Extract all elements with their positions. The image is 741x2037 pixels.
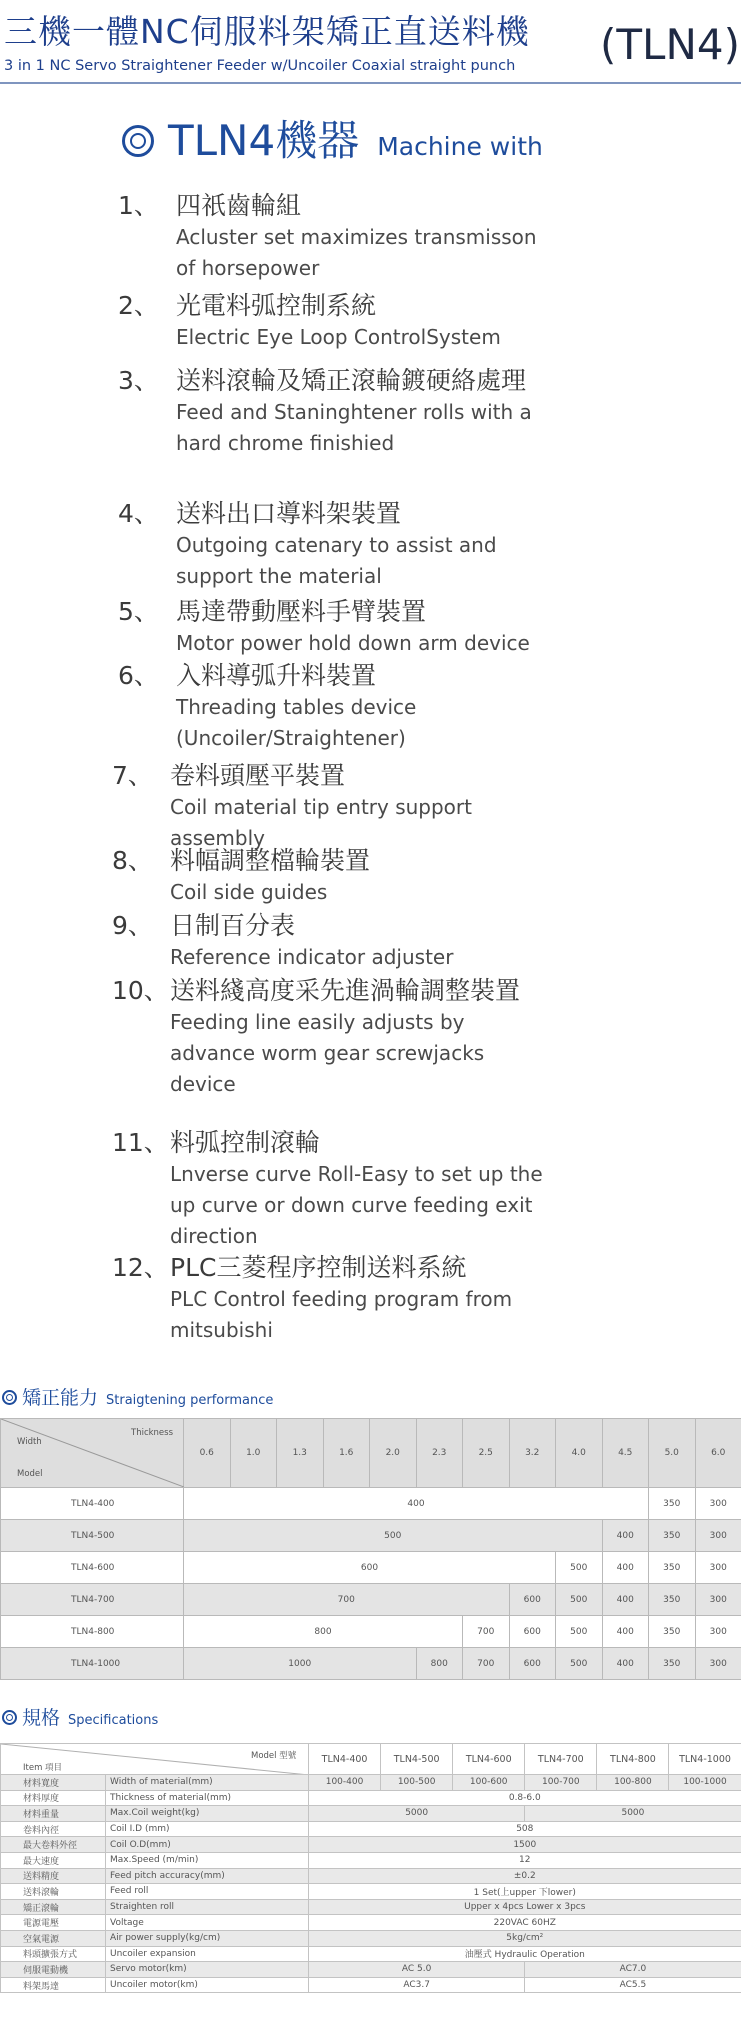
table-corner-cell <box>1 1419 184 1488</box>
width-value-cell: 350 <box>649 1552 696 1584</box>
thickness-header: 0.6 <box>184 1419 231 1488</box>
feature-title <box>112 1127 552 1159</box>
width-value-cell: 300 <box>695 1648 741 1680</box>
spec-value-cell: AC5.5 <box>525 1977 741 1993</box>
spec-value-cell: AC 5.0 <box>309 1962 525 1978</box>
feature-number: 4、 <box>118 499 159 528</box>
width-value-cell: 500 <box>556 1552 603 1584</box>
model-header: TLN4-400 <box>309 1744 381 1775</box>
spec-item-zh: 料架馬達 <box>1 1977 106 1993</box>
feature-number: 9、 <box>112 911 153 940</box>
spec-item-zh: 最大速度 <box>1 1852 106 1868</box>
spec-item-en: Uncoiler expansion <box>106 1946 309 1962</box>
feature-description-en: Reference indicator adjuster <box>170 945 454 969</box>
features-title <box>122 108 543 168</box>
thickness-header: 6.0 <box>695 1419 741 1488</box>
spec-value-cell: Upper x 4pcs Lower x 3pcs <box>309 1899 741 1915</box>
spec-item-zh: 空氣電源 <box>1 1930 106 1946</box>
feature-description-en: Electric Eye Loop ControlSystem <box>176 325 501 349</box>
table-row <box>1 1806 741 1822</box>
feature-title <box>112 975 552 1007</box>
model-header: TLN4-500 <box>381 1744 453 1775</box>
straightening-table <box>0 1418 741 1680</box>
feature-item <box>118 660 558 754</box>
spec-item-en: Max.Coil weight(kg) <box>106 1806 309 1822</box>
feature-title <box>112 910 552 942</box>
feature-title <box>112 845 552 877</box>
feature-title <box>112 1252 552 1284</box>
feature-title-zh: 光電料弧控制系統 <box>176 291 377 320</box>
thickness-header: 1.6 <box>323 1419 370 1488</box>
table-row <box>1 1488 741 1520</box>
model-cell: TLN4-600 <box>1 1552 184 1584</box>
straightening-title-en: Straigtening performance <box>106 1393 274 1408</box>
corner-model-label: Model 型號 <box>251 1751 297 1761</box>
feature-title <box>118 498 558 530</box>
table-row <box>1 1884 741 1900</box>
width-value-cell: 500 <box>556 1616 603 1648</box>
table-row <box>1 1552 741 1584</box>
model-header: TLN4-600 <box>453 1744 525 1775</box>
width-value-cell: 400 <box>602 1552 649 1584</box>
spec-value-cell: 5kg/cm² <box>309 1930 741 1946</box>
feature-item <box>118 596 558 659</box>
width-value-cell: 300 <box>695 1616 741 1648</box>
width-value-cell: 600 <box>184 1552 556 1584</box>
feature-description-en: Motor power hold down arm device <box>176 631 530 655</box>
table-row <box>1 1930 741 1946</box>
feature-title-zh: 料幅調整檔輪裝置 <box>170 846 371 875</box>
header-title-zh: 三機一體NC伺服料架矯正直送料機 <box>4 12 530 51</box>
feature-item <box>118 190 558 284</box>
model-cell: TLN4-500 <box>1 1520 184 1552</box>
thickness-header: 4.0 <box>556 1419 603 1488</box>
feature-title <box>118 365 558 397</box>
spec-item-zh: 電源電壓 <box>1 1915 106 1931</box>
spec-item-en: Feed pitch accuracy(mm) <box>106 1868 309 1884</box>
feature-item <box>112 975 552 1100</box>
width-value-cell: 600 <box>509 1648 556 1680</box>
spec-value-cell: 5000 <box>525 1806 741 1822</box>
feature-title <box>118 660 558 692</box>
straightening-heading <box>2 1383 273 1410</box>
table-row <box>1 1852 741 1868</box>
spec-value-cell: ±0.2 <box>309 1868 741 1884</box>
double-circle-icon <box>122 125 154 157</box>
thickness-header: 2.3 <box>416 1419 463 1488</box>
spec-item-zh: 材料重量 <box>1 1806 106 1822</box>
thickness-header: 1.0 <box>230 1419 277 1488</box>
spec-item-en: Straighten roll <box>106 1899 309 1915</box>
width-value-cell: 400 <box>602 1616 649 1648</box>
width-value-cell: 600 <box>509 1616 556 1648</box>
spec-item-en: Voltage <box>106 1915 309 1931</box>
spec-item-zh: 矯正滾輪 <box>1 1899 106 1915</box>
table-row <box>1 1821 741 1837</box>
feature-number: 12、 <box>112 1253 169 1282</box>
specifications-header-row <box>1 1744 741 1775</box>
feature-title <box>112 760 552 792</box>
spec-value-cell: 100-400 <box>309 1775 381 1791</box>
feature-item <box>112 1252 552 1346</box>
feature-title <box>118 596 558 628</box>
feature-number: 7、 <box>112 761 153 790</box>
spec-item-en: Air power supply(kg/cm) <box>106 1930 309 1946</box>
feature-item <box>112 910 552 973</box>
spec-value-cell: 100-800 <box>597 1775 669 1791</box>
feature-item <box>112 1127 552 1252</box>
width-value-cell: 300 <box>695 1584 741 1616</box>
feature-description-en: Lnverse curve Roll-Easy to set up the up curve or down curve feeding exit direction <box>170 1162 543 1248</box>
feature-item <box>118 290 558 353</box>
feature-item <box>112 760 552 854</box>
spec-value-cell: 220VAC 60HZ <box>309 1915 741 1931</box>
width-value-cell: 400 <box>602 1520 649 1552</box>
double-circle-icon <box>2 1390 17 1405</box>
thickness-header: 4.5 <box>602 1419 649 1488</box>
feature-number: 3、 <box>118 366 159 395</box>
width-value-cell: 500 <box>184 1520 603 1552</box>
feature-title-zh: 入料導弧升料裝置 <box>176 661 377 690</box>
table-row <box>1 1837 741 1853</box>
thickness-header: 1.3 <box>277 1419 324 1488</box>
feature-title-zh: 四祇齒輪組 <box>176 191 302 220</box>
header-model: (TLN4) <box>600 20 740 69</box>
spec-item-zh: 卷料內徑 <box>1 1821 106 1837</box>
specifications-title-en: Specifications <box>68 1713 159 1728</box>
feature-number: 2、 <box>118 291 159 320</box>
header-divider <box>0 82 741 84</box>
model-header: TLN4-800 <box>597 1744 669 1775</box>
feature-description-en: Coil material tip entry support assembly <box>170 795 472 850</box>
spec-value-cell: 100-1000 <box>669 1775 741 1791</box>
corner-item-label: Item 項目 <box>23 1763 63 1773</box>
spec-item-en: Servo motor(km) <box>106 1962 309 1978</box>
header-title-en: 3 in 1 NC Servo Straightener Feeder w/Uncoiler Coaxial straight punch <box>4 58 516 74</box>
spec-value-cell: 100-600 <box>453 1775 525 1791</box>
table-row <box>1 1790 741 1806</box>
spec-item-en: Coil I.D (mm) <box>106 1821 309 1837</box>
spec-value-cell: 100-700 <box>525 1775 597 1791</box>
model-header: TLN4-1000 <box>669 1744 741 1775</box>
width-value-cell: 700 <box>184 1584 510 1616</box>
features-title-en: Machine with <box>377 132 543 161</box>
spec-item-zh: 送料滾輪 <box>1 1884 106 1900</box>
feature-title-zh: 日制百分表 <box>170 911 296 940</box>
table-row <box>1 1977 741 1993</box>
feature-description-en: Threading tables device (Uncoiler/Straightener) <box>176 695 417 750</box>
spec-item-en: Uncoiler motor(km) <box>106 1977 309 1993</box>
spec-value-cell: 5000 <box>309 1806 525 1822</box>
table-row <box>1 1946 741 1962</box>
features-title-zh: TLN4機器 <box>168 116 360 165</box>
spec-value-cell: AC3.7 <box>309 1977 525 1993</box>
feature-title-zh: 送料綫高度采先進渦輪調整裝置 <box>170 976 521 1005</box>
feature-number: 11、 <box>112 1128 169 1157</box>
feature-item <box>118 365 558 459</box>
model-cell: TLN4-1000 <box>1 1648 184 1680</box>
straightening-header-row <box>1 1419 741 1488</box>
width-value-cell: 300 <box>695 1552 741 1584</box>
width-value-cell: 700 <box>463 1648 510 1680</box>
specifications-title-zh: 規格 <box>22 1707 61 1729</box>
specifications-heading <box>2 1703 158 1730</box>
spec-item-en: Thickness of material(mm) <box>106 1790 309 1806</box>
feature-title <box>118 290 558 322</box>
thickness-header: 5.0 <box>649 1419 696 1488</box>
width-value-cell: 700 <box>463 1616 510 1648</box>
feature-description-en: Coil side guides <box>170 880 328 904</box>
feature-description-en: Feeding line easily adjusts by advance worm gear screwjacks device <box>170 1010 485 1096</box>
spec-value-cell: AC7.0 <box>525 1962 741 1978</box>
width-value-cell: 300 <box>695 1488 741 1520</box>
spec-value-cell: 100-500 <box>381 1775 453 1791</box>
feature-number: 8、 <box>112 846 153 875</box>
spec-item-zh: 伺服電動機 <box>1 1962 106 1978</box>
spec-item-zh: 材料厚度 <box>1 1790 106 1806</box>
width-value-cell: 400 <box>602 1584 649 1616</box>
feature-number: 1、 <box>118 191 159 220</box>
feature-title <box>118 190 558 222</box>
width-value-cell: 350 <box>649 1616 696 1648</box>
model-cell: TLN4-800 <box>1 1616 184 1648</box>
model-cell: TLN4-700 <box>1 1584 184 1616</box>
width-value-cell: 1000 <box>184 1648 417 1680</box>
spec-item-en: Coil O.D(mm) <box>106 1837 309 1853</box>
feature-number: 5、 <box>118 597 159 626</box>
feature-description-en: Acluster set maximizes transmisson of horsepower <box>176 225 537 280</box>
spec-item-en: Max.Speed (m/min) <box>106 1852 309 1868</box>
width-value-cell: 800 <box>184 1616 463 1648</box>
width-value-cell: 350 <box>649 1648 696 1680</box>
spec-value-cell: 油壓式 Hydraulic Operation <box>309 1946 741 1962</box>
thickness-header: 2.0 <box>370 1419 417 1488</box>
model-header: TLN4-700 <box>525 1744 597 1775</box>
model-cell: TLN4-400 <box>1 1488 184 1520</box>
width-value-cell: 400 <box>602 1648 649 1680</box>
feature-number: 10、 <box>112 976 169 1005</box>
feature-title-zh: 料弧控制滾輪 <box>170 1128 321 1157</box>
feature-title-zh: PLC三菱程序控制送料系統 <box>170 1253 467 1282</box>
spec-value-cell: 0.8-6.0 <box>309 1790 741 1806</box>
feature-title-zh: 送料滾輪及矯正滾輪鍍硬絡處理 <box>176 366 527 395</box>
corner-model-label: Model <box>17 1469 43 1479</box>
specifications-table <box>0 1743 741 1993</box>
width-value-cell: 800 <box>416 1648 463 1680</box>
table-row <box>1 1899 741 1915</box>
corner-thickness-label: Thickness <box>131 1428 174 1438</box>
table-row <box>1 1616 741 1648</box>
thickness-header: 3.2 <box>509 1419 556 1488</box>
table-row <box>1 1648 741 1680</box>
spec-value-cell: 1500 <box>309 1837 741 1853</box>
feature-description-en: Feed and Staninghtener rolls with a hard chrome finishied <box>176 400 532 455</box>
feature-title-zh: 馬達帶動壓料手臂裝置 <box>176 597 427 626</box>
feature-item <box>112 845 552 908</box>
spec-value-cell: 508 <box>309 1821 741 1837</box>
spec-item-zh: 送料精度 <box>1 1868 106 1884</box>
feature-number: 6、 <box>118 661 159 690</box>
straightening-title-zh: 矯正能力 <box>22 1387 99 1409</box>
spec-item-zh: 材料寬度 <box>1 1775 106 1791</box>
width-value-cell: 500 <box>556 1584 603 1616</box>
feature-item <box>118 498 558 592</box>
table-row <box>1 1584 741 1616</box>
table-row <box>1 1915 741 1931</box>
feature-title-zh: 送料出口導料架裝置 <box>176 499 402 528</box>
width-value-cell: 400 <box>184 1488 649 1520</box>
table-row <box>1 1520 741 1552</box>
corner-width-label: Width <box>17 1437 42 1447</box>
spec-value-cell: 1 Set(上upper 下lower) <box>309 1884 741 1900</box>
width-value-cell: 600 <box>509 1584 556 1616</box>
page-header <box>0 0 741 84</box>
width-value-cell: 350 <box>649 1488 696 1520</box>
table-corner-cell <box>1 1744 309 1775</box>
spec-item-en: Width of material(mm) <box>106 1775 309 1791</box>
width-value-cell: 300 <box>695 1520 741 1552</box>
width-value-cell: 350 <box>649 1584 696 1616</box>
table-row <box>1 1962 741 1978</box>
thickness-header: 2.5 <box>463 1419 510 1488</box>
spec-item-en: Feed roll <box>106 1884 309 1900</box>
spec-item-zh: 料頭擴張方式 <box>1 1946 106 1962</box>
table-row <box>1 1868 741 1884</box>
feature-title-zh: 卷料頭壓平裝置 <box>170 761 346 790</box>
width-value-cell: 500 <box>556 1648 603 1680</box>
width-value-cell: 350 <box>649 1520 696 1552</box>
spec-item-zh: 最大卷料外徑 <box>1 1837 106 1853</box>
feature-description-en: PLC Control feeding program from mitsubishi <box>170 1287 513 1342</box>
double-circle-icon <box>2 1710 17 1725</box>
feature-description-en: Outgoing catenary to assist and support the material <box>176 533 497 588</box>
spec-value-cell: 12 <box>309 1852 741 1868</box>
table-row <box>1 1775 741 1791</box>
